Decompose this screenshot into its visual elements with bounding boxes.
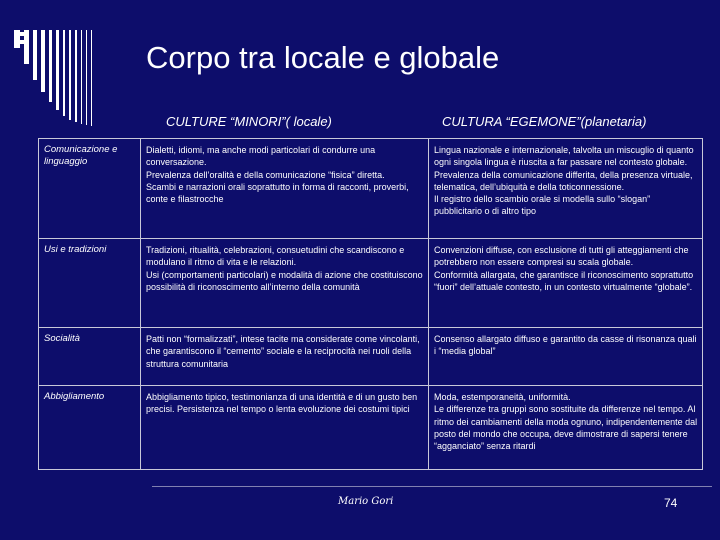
cell-text: Tradizioni, ritualità, celebrazioni, consuetudini che scandiscono e modulano il ritmo di vita e le relazioni. bbox=[146, 245, 405, 268]
cell-local bbox=[141, 239, 429, 328]
column-header-local: CULTURE “MINORI”( locale) bbox=[166, 114, 332, 129]
cell-text: Prevalenza della comunicazione differita, della presenza virtuale, telematica, dell’ubiquità e della toticonnessione. bbox=[434, 169, 693, 192]
row-label: Usi e tradizioni bbox=[39, 239, 141, 328]
row-label: Abbigliamento bbox=[39, 386, 141, 470]
cell-local bbox=[141, 328, 429, 386]
footer-divider bbox=[152, 486, 712, 487]
page-number: 74 bbox=[664, 496, 678, 510]
table-row bbox=[39, 239, 703, 328]
cell-text: Lingua nazionale e internazionale, talvolta un miscuglio di quanto ogni singola lingua è riuscita a far passare nel contesto globale. bbox=[434, 145, 694, 168]
footer-author: Mario Gori bbox=[338, 496, 394, 507]
cell-text: Conformità allargata, che garantisce il riconoscimento soprattutto “fuori” dell’attuale contesto, in un contesto virtualmente “globale”. bbox=[434, 269, 694, 292]
cell-text: Scambi e narrazioni orali soprattutto in forma di racconti, proverbi, conte e filastrocche bbox=[146, 181, 409, 205]
cell-text: Le differenze tra gruppi sono sostituite da differenze nel tempo. Al ritmo dei cambiamenti della moda ognuno, indipendentemente dal posto del mondo che occupa, deve dimostrare di sapersi tenere “agganciato” senza ritardi bbox=[434, 404, 698, 452]
cell-text: Convenzioni diffuse, con esclusione di tutti gli atteggiamenti che potrebbero non essere compresi su scala globale. bbox=[434, 245, 689, 268]
table-row bbox=[39, 139, 703, 239]
cell-text: Consenso allargato diffuso e garantito da casse di risonanza quali i “media global” bbox=[434, 334, 697, 357]
cell-global bbox=[429, 386, 703, 470]
cell-local bbox=[141, 139, 429, 239]
cell-text: Dialetti, idiomi, ma anche modi particolari di condurre una conversazione. bbox=[146, 145, 376, 168]
cell-text: Prevalenza dell’oralità e della comunicazione “fisica” diretta. bbox=[146, 169, 385, 180]
table-row bbox=[39, 386, 703, 470]
row-label: Socialità bbox=[39, 328, 141, 386]
comparison-table bbox=[38, 138, 703, 470]
cell-text: Patti non “formalizzati”, intese tacite ma considerate come vincolanti, che garantiscono il “cemento” sociale e la reciprocità nei ruoli della struttura comunitaria bbox=[146, 334, 420, 369]
cell-text: Moda, estemporaneità, uniformità. bbox=[434, 392, 571, 402]
cell-global bbox=[429, 139, 703, 239]
column-header-global: CULTURA “EGEMONE”(planetaria) bbox=[442, 114, 647, 129]
cell-global bbox=[429, 328, 703, 386]
slide-title: Corpo tra locale e globale bbox=[146, 40, 500, 75]
cell-local bbox=[141, 386, 429, 470]
cell-text: Abbigliamento tipico, testimonianza di una identità e di un gusto ben precisi. Persistenza nel tempo o lenta evoluzione dei costumi tipici bbox=[146, 392, 418, 415]
cell-text: Il registro dello scambio orale si modella sullo “slogan” pubblicitario o di altro tipo bbox=[434, 194, 651, 217]
table-row bbox=[39, 328, 703, 386]
cell-text: Usi (comportamenti particolari) e modalità di azione che costituiscono possibilità di riconoscimento all’interno della comunità bbox=[146, 269, 423, 292]
cell-global bbox=[429, 239, 703, 328]
decorative-bars bbox=[14, 30, 124, 130]
row-label: Comunicazione e linguaggio bbox=[39, 139, 141, 239]
